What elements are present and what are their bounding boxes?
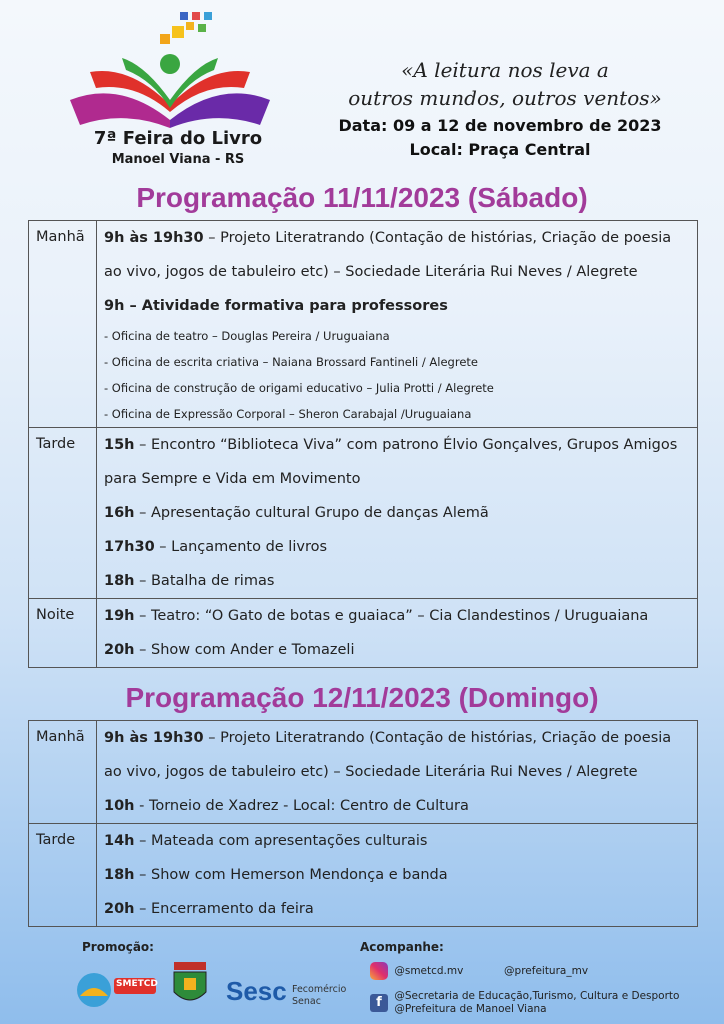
period-row [29, 221, 698, 428]
schedule-line [104, 824, 693, 858]
schedule-text: para Sempre e Vida em Movimento [104, 471, 361, 487]
schedule-time: 20h [104, 642, 135, 658]
schedule-time: 9h às 19h30 [104, 230, 204, 246]
day1-schedule-table [28, 220, 698, 668]
schedule-line [104, 530, 693, 564]
schedule-line [104, 428, 693, 462]
day2-title: Programação 12/11/2023 (Domingo) [125, 682, 599, 713]
schedule-text: - Oficina de teatro – Douglas Pereira / Uruguaiana [104, 329, 390, 343]
schedule-line [104, 633, 693, 667]
facebook-row [370, 990, 679, 1016]
municipal-crest-icon [170, 960, 210, 1010]
schedule-line [104, 721, 693, 755]
schedule-line [104, 255, 693, 289]
schedule-line [104, 858, 693, 892]
schedule-text: – Apresentação cultural Grupo de danças Alemã [134, 505, 489, 521]
follow-label: Acompanhe: [360, 940, 444, 954]
period-items [97, 824, 698, 927]
smetcd-icon [74, 970, 158, 1010]
schedule-text: – Encontro “Biblioteca Viva” com patrono Élvio Gonçalves, Grupos Amigos [134, 437, 678, 453]
schedule-line [104, 789, 693, 823]
schedule-time: 14h [104, 833, 135, 849]
schedule-line [104, 221, 693, 255]
period-row [29, 599, 698, 668]
schedule-line [104, 349, 693, 375]
schedule-text: – Lançamento de livros [154, 539, 328, 555]
schedule-time: 15h [104, 437, 135, 453]
quote-line-1: «A leitura nos leva a [401, 58, 609, 82]
schedule-line [104, 375, 693, 401]
period-items [97, 221, 698, 428]
event-location: Local: Praça Central [409, 140, 591, 159]
facebook-icon: f [370, 994, 388, 1012]
schedule-time: 18h [104, 573, 135, 589]
senac-label: Senac [292, 996, 321, 1007]
schedule-time: 17h30 [104, 539, 155, 555]
schedule-text: ao vivo, jogos de tabuleiro etc) – Sociedade Literária Rui Neves / Alegrete [104, 264, 638, 280]
header [0, 0, 724, 180]
facebook-page-1[interactable]: @Secretaria de Educação,Turismo, Cultura e Desporto [394, 990, 680, 1002]
schedule-text: - Torneio de Xadrez - Local: Centro de Cultura [134, 798, 469, 814]
schedule-line [104, 892, 693, 926]
schedule-line [104, 564, 693, 598]
fecomercio-senac [292, 984, 346, 1008]
schedule-text: – Projeto Literatrando (Contação de histórias, Criação de poesia [203, 230, 672, 246]
quote-line-2: outros mundos, outros ventos» [348, 86, 662, 110]
schedule-text: – Mateada com apresentações culturais [134, 833, 428, 849]
schedule-text: - Oficina de Expressão Corporal – Sheron Carabajal /Uruguaiana [104, 407, 472, 421]
logo-subtitle: Manoel Viana - RS [111, 152, 245, 167]
period-label: Tarde [29, 428, 97, 599]
period-items [97, 599, 698, 668]
fecomercio-label: Fecomércio [292, 984, 347, 995]
instagram-row [370, 962, 588, 980]
schedule-line [104, 755, 693, 789]
day1-title: Programação 11/11/2023 (Sábado) [136, 182, 588, 213]
schedule-text: – Batalha de rimas [134, 573, 275, 589]
schedule-text: - Oficina de construção de origami educativo – Julia Protti / Alegrete [104, 381, 494, 395]
schedule-time: 20h [104, 901, 135, 917]
schedule-time: 9h às 19h30 [104, 730, 204, 746]
schedule-line [104, 496, 693, 530]
period-items [97, 721, 698, 824]
sesc-logo: Sesc [226, 976, 287, 1006]
period-label: Tarde [29, 824, 97, 927]
schedule-text: ao vivo, jogos de tabuleiro etc) – Sociedade Literária Rui Neves / Alegrete [104, 764, 638, 780]
schedule-time: 9h – Atividade formativa para professores [104, 298, 448, 314]
period-label: Manhã [29, 721, 97, 824]
schedule-time: 10h [104, 798, 135, 814]
schedule-line [104, 599, 693, 633]
period-row [29, 721, 698, 824]
day2-schedule-table [28, 720, 698, 927]
schedule-line [104, 401, 693, 427]
period-items [97, 428, 698, 599]
schedule-time: 19h [104, 608, 135, 624]
instagram-icon [370, 962, 388, 980]
schedule-text: – Show com Hemerson Mendonça e banda [134, 867, 448, 883]
event-date: Data: 09 a 12 de novembro de 2023 [338, 116, 662, 135]
schedule-text: - Oficina de escrita criativa – Naiana Brossard Fantineli / Alegrete [104, 355, 478, 369]
instagram-handle-2[interactable]: @prefeitura_mv [504, 965, 589, 977]
schedule-line [104, 289, 693, 323]
schedule-line [104, 323, 693, 349]
schedule-time: 16h [104, 505, 135, 521]
period-row [29, 824, 698, 927]
fair-logo [60, 10, 280, 175]
instagram-handle-1[interactable]: @smetcd.mv [394, 965, 464, 977]
schedule-time: 18h [104, 867, 135, 883]
logo-title: 7ª Feira do Livro [93, 128, 263, 149]
period-row [29, 428, 698, 599]
schedule-line [104, 462, 693, 496]
facebook-page-2[interactable]: @Prefeitura de Manoel Viana [394, 1003, 547, 1015]
period-label: Noite [29, 599, 97, 668]
promo-label: Promoção: [82, 940, 154, 954]
schedule-text: – Encerramento da feira [134, 901, 314, 917]
schedule-text: – Teatro: “O Gato de botas e guaiaca” – Cia Clandestinos / Uruguaiana [134, 608, 649, 624]
period-label: Manhã [29, 221, 97, 428]
schedule-text: – Show com Ander e Tomazeli [134, 642, 355, 658]
schedule-text: – Projeto Literatrando (Contação de histórias, Criação de poesia [203, 730, 672, 746]
smetcd-logo [74, 970, 158, 1010]
quote [320, 56, 690, 112]
smetcd-label: SMETCD [116, 979, 158, 989]
